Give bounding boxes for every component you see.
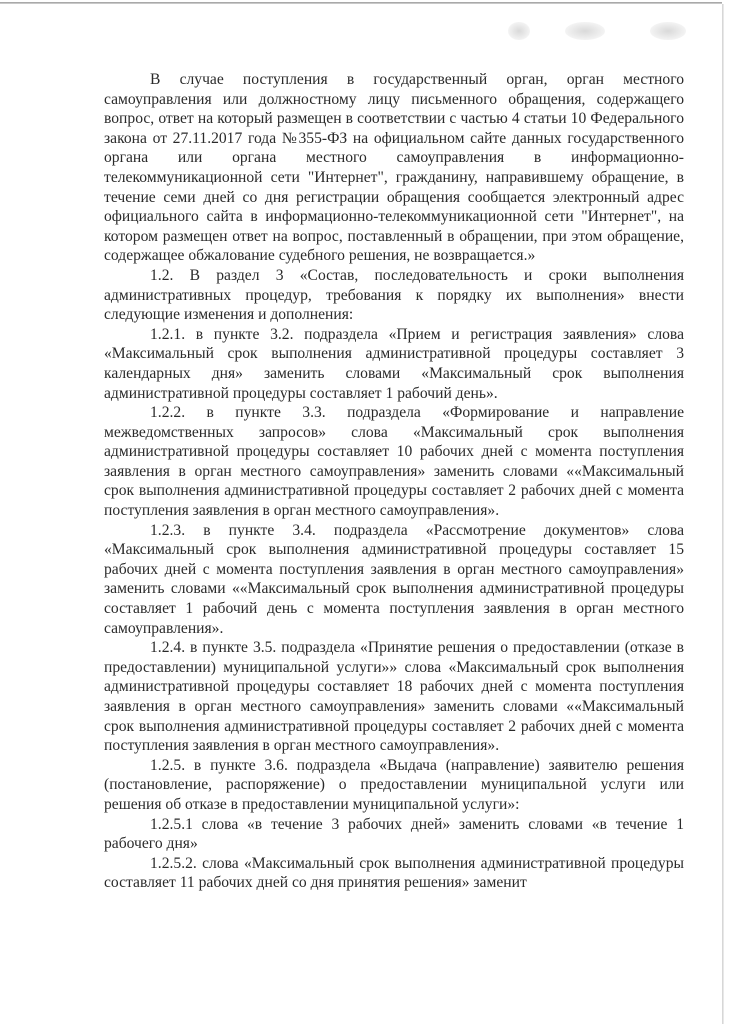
paragraph-1-2: 1.2. В раздел 3 «Состав, последовательность и сроки выполнения административных процедур, требования к порядку их выполнения» внести следующие изменения и дополнения: bbox=[104, 266, 684, 324]
paragraph-1-2-5: 1.2.5. в пункте 3.6. подраздела «Выдача (направление) заявителю решения (постановление, распоряжение) о предоставлении муниципальной услуги или решения об отказе в предоставлении муниципальной услуги»: bbox=[104, 756, 684, 813]
paragraph-1-2-4: 1.2.4. в пункте 3.5. подраздела «Принятие решения о предоставлении (отказе в предоставлении) муниципальной услуги»» слова «Максимальный срок выполнения административной процедуры составляет 18 рабочих дней с момента поступления заявления в орган местного самоуправления» заменить словами ««Максимальный срок выполнения административной процедуры составляет 2 рабочих дней с момента поступления заявления в орган местного самоуправления». bbox=[104, 639, 684, 755]
paragraph-1-2-2: 1.2.2. в пункте 3.3. подраздела «Формирование и направление межведомственных запросов» слова «Максимальный срок выполнения административной процедуры составляет 10 рабочих дней с момента поступления заявления в орган местного самоуправления» заменить словами ««Максимальный срок выполнения административной процедуры составляет 2 рабочих дней с момента поступления заявления в орган местного самоуправления». bbox=[104, 404, 684, 520]
paragraph-1-2-3: 1.2.3. в пункте 3.4. подраздела «Рассмотрение документов» слова «Максимальный срок выполнения административной процедуры составляет 15 рабочих дней с момента поступления заявления в орган местного самоуправления» заменить словами ««Максимальный срок выполнения административной процедуры составляет 1 рабочий день с момента поступления заявления в орган местного самоуправления». bbox=[104, 521, 684, 637]
paragraph-intro: В случае поступления в государственный орган, орган местного самоуправления или должностному лицу письменного обращения, содержащего вопрос, ответ на который размещен в соответствии с частью 4 статьи 10 Федерального закона от 27.11.2017 года №355-ФЗ на официальном сайте данных государственного органа или органа местного самоуправления в информационно-телекоммуникационной сети "Интернет", гражданину, направившему обращение, в течение семи дней со дня регистрации обращения сообщается электронный адрес официального сайта в информационно-телекоммуникационной сети "Интернет", на котором размещен ответ на вопрос, поставленный в обращении, при этом обращение, содержащее обжалование судебного решения, не возвращается.» bbox=[104, 71, 684, 265]
stamp-smudge bbox=[650, 22, 686, 40]
paragraph-1-2-5-1: 1.2.5.1 слова «в течение 3 рабочих дней» заменить словами «в течение 1 рабочего дня» bbox=[104, 815, 684, 853]
paragraph-1-2-5-2: 1.2.5.2. слова «Максимальный срок выполнения административной процедуры составляет 11 рабочих дней со дня принятия решения» заменит bbox=[104, 854, 684, 892]
document-page bbox=[104, 70, 684, 893]
stamp-smudge bbox=[565, 22, 605, 40]
paragraph-1-2-1: 1.2.1. в пункте 3.2. подраздела «Прием и регистрация заявления» слова «Максимальный срок выполнения административной процедуры составляет 3 календарных дня» заменить словами «Максимальный срок выполнения административной процедуры составляет 1 рабочий день». bbox=[104, 325, 684, 402]
scan-edge-top bbox=[0, 2, 722, 4]
scan-edge-right bbox=[722, 4, 724, 1024]
stamp-smudge bbox=[508, 22, 530, 40]
